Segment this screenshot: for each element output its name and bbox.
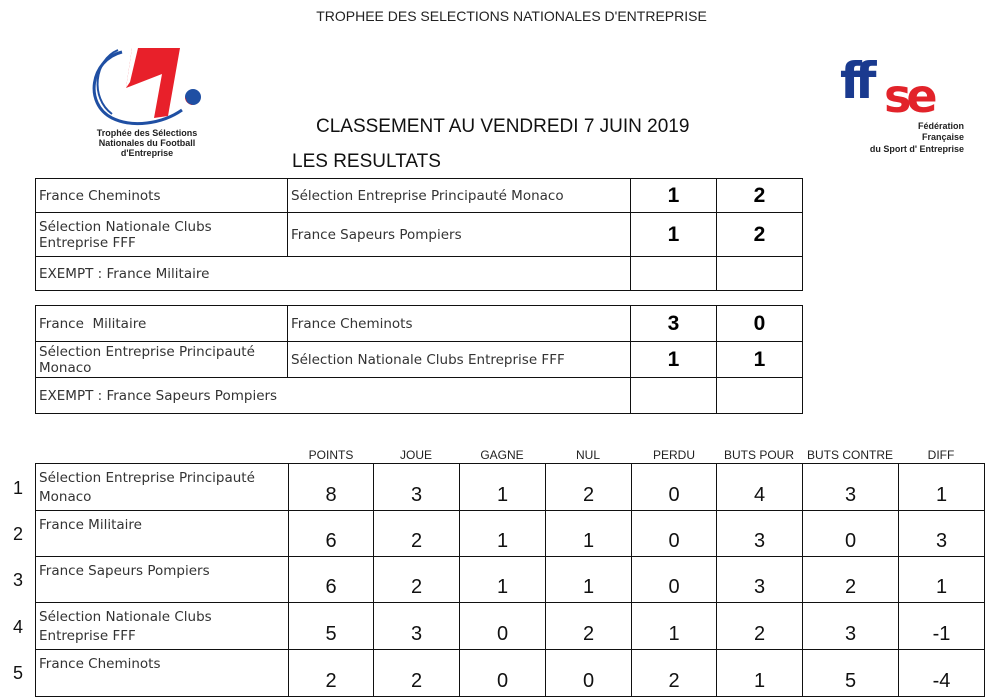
goals-for-value: 2	[717, 603, 803, 650]
away-team: Sélection Entreprise Principauté Monaco	[288, 179, 631, 213]
rank-number: 2	[12, 524, 23, 544]
home-score: 3	[631, 306, 717, 342]
away-score: 2	[717, 213, 803, 257]
lost-value: 0	[632, 511, 717, 557]
drawn-value: 0	[546, 650, 632, 697]
home-score: 1	[631, 213, 717, 257]
trophee-logo-text-3: d'Entreprise	[120, 148, 174, 158]
exempt-row	[36, 257, 803, 291]
table-row	[36, 650, 985, 697]
away-team: France Sapeurs Pompiers	[288, 213, 631, 257]
table-row	[36, 603, 985, 650]
goals-against-value: 3	[803, 603, 899, 650]
won-value: 1	[460, 511, 546, 557]
points-value: 2	[289, 650, 374, 697]
column-header-goals-for: BUTS POUR	[723, 448, 794, 462]
played-value: 3	[374, 603, 460, 650]
away-score: 0	[717, 306, 803, 342]
table-row	[36, 511, 985, 557]
diff-value: -1	[899, 603, 985, 650]
away-score: 2	[717, 179, 803, 213]
svg-text:ff: ff	[840, 52, 870, 110]
goals-against-value: 3	[803, 464, 899, 511]
won-value: 1	[460, 464, 546, 511]
played-value: 2	[374, 650, 460, 697]
results-section-title: LES RESULTATS	[292, 151, 441, 172]
empty-score-cell	[631, 378, 717, 414]
goals-for-value: 4	[717, 464, 803, 511]
goals-against-value: 5	[803, 650, 899, 697]
column-header-points: POINTS	[308, 448, 354, 462]
ffse-logo	[838, 50, 968, 158]
table-row	[36, 557, 985, 603]
won-value: 1	[460, 557, 546, 603]
trophee-logo	[82, 44, 212, 162]
column-header-lost: PERDU	[652, 448, 695, 462]
trophee-logo-text-1: Trophée des Sélections	[96, 128, 198, 138]
ffse-logo-text-2: Française	[921, 132, 964, 142]
drawn-value: 1	[546, 557, 632, 603]
team-name: Sélection Nationale Clubs Entreprise FFF	[36, 603, 289, 650]
empty-score-cell	[717, 257, 803, 291]
won-value: 0	[460, 650, 546, 697]
drawn-value: 2	[546, 603, 632, 650]
goals-against-value: 0	[803, 511, 899, 557]
match-row	[36, 342, 803, 378]
standings-date-title: CLASSEMENT AU VENDREDI 7 JUIN 2019	[316, 116, 690, 137]
rank-number: 4	[12, 617, 23, 637]
points-value: 5	[289, 603, 374, 650]
trophee-logo-graphic	[82, 44, 212, 162]
goals-for-value: 1	[717, 650, 803, 697]
empty-score-cell	[717, 378, 803, 414]
svg-text:se: se	[884, 69, 933, 123]
home-score: 1	[631, 342, 717, 378]
trophee-logo-text-2: Nationales du Football	[98, 138, 196, 148]
points-value: 6	[289, 557, 374, 603]
away-team: Sélection Nationale Clubs Entreprise FFF	[288, 342, 631, 378]
points-value: 6	[289, 511, 374, 557]
away-team: France Cheminots	[288, 306, 631, 342]
goals-against-value: 2	[803, 557, 899, 603]
empty-score-cell	[631, 257, 717, 291]
won-value: 0	[460, 603, 546, 650]
rank-number: 3	[12, 570, 23, 590]
diff-value: 3	[899, 511, 985, 557]
exempt-row	[36, 378, 803, 414]
team-name: France Sapeurs Pompiers	[36, 557, 289, 603]
lost-value: 0	[632, 464, 717, 511]
rank-number: 1	[12, 478, 23, 498]
ffse-logo-text-1: Fédération	[917, 121, 964, 131]
rank-number: 5	[12, 663, 23, 683]
points-value: 8	[289, 464, 374, 511]
match-row	[36, 306, 803, 342]
home-team: Sélection Entreprise Principauté Monaco	[36, 342, 288, 378]
exempt-team: EXEMPT : France Sapeurs Pompiers	[36, 378, 631, 414]
home-team: Sélection Nationale Clubs Entreprise FFF	[36, 213, 288, 257]
column-header-diff: DIFF	[927, 448, 955, 462]
lost-value: 1	[632, 603, 717, 650]
diff-value: -4	[899, 650, 985, 697]
drawn-value: 2	[546, 464, 632, 511]
column-header-drawn: NUL	[575, 448, 600, 462]
drawn-value: 1	[546, 511, 632, 557]
goals-for-value: 3	[717, 557, 803, 603]
table-row	[36, 464, 985, 511]
exempt-team: EXEMPT : France Militaire	[36, 257, 631, 291]
results-round-2	[35, 305, 803, 414]
goals-for-value: 3	[717, 511, 803, 557]
diff-value: 1	[899, 464, 985, 511]
home-team: France Cheminots	[36, 179, 288, 213]
standings-table	[35, 463, 985, 697]
home-score: 1	[631, 179, 717, 213]
column-header-won: GAGNE	[480, 448, 524, 462]
results-round-1	[35, 178, 803, 291]
diff-value: 1	[899, 557, 985, 603]
played-value: 3	[374, 464, 460, 511]
lost-value: 0	[632, 557, 717, 603]
played-value: 2	[374, 557, 460, 603]
team-name: France Militaire	[36, 511, 289, 557]
played-value: 2	[374, 511, 460, 557]
column-header-played: JOUE	[399, 448, 432, 462]
match-row	[36, 213, 803, 257]
team-name: France Cheminots	[36, 650, 289, 697]
lost-value: 2	[632, 650, 717, 697]
home-team: France Militaire	[36, 306, 288, 342]
ffse-logo-text-3: du Sport d' Entreprise	[869, 144, 964, 154]
away-score: 1	[717, 342, 803, 378]
ffse-logo-graphic	[838, 50, 968, 158]
column-header-goals-against: BUTS CONTRE	[806, 448, 893, 462]
match-row	[36, 179, 803, 213]
document-title: TROPHEE DES SELECTIONS NATIONALES D'ENTREPRISE	[316, 8, 707, 24]
team-name: Sélection Entreprise Principauté Monaco	[36, 464, 289, 511]
